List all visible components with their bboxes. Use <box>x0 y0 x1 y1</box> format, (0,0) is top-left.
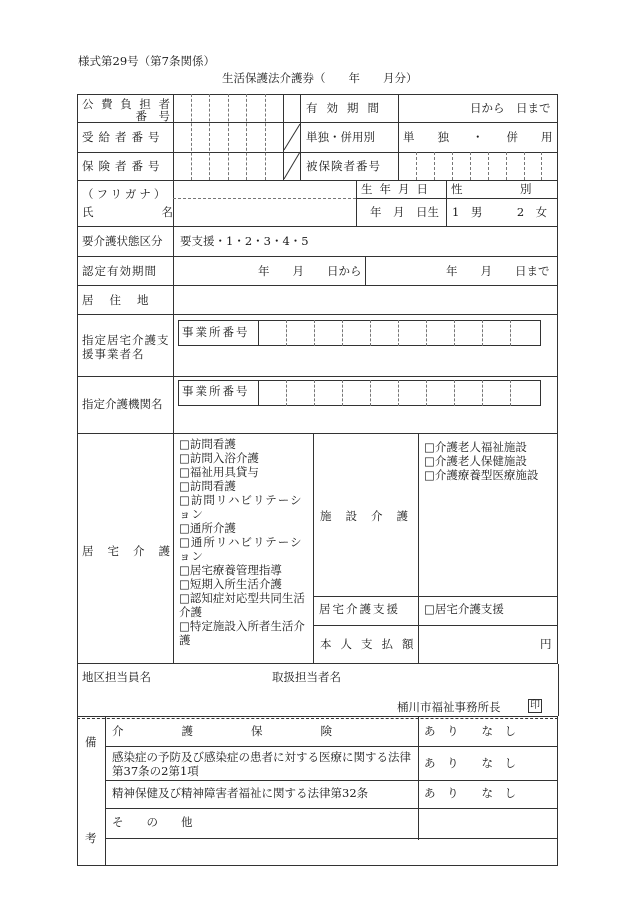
handler-label: 取扱担当者名 <box>272 670 341 684</box>
single-combined-label: 単独・併用別 <box>306 130 375 144</box>
remark-care-insurance: 介護保険 <box>112 724 390 738</box>
care-level-value: 要支援・1・2・3・4・5 <box>180 234 309 248</box>
list-item[interactable]: □通所リハビリテーション <box>179 535 303 563</box>
home-care-label: 居宅介護 <box>82 544 184 558</box>
list-item[interactable]: □介護老人福祉施設 <box>424 440 527 454</box>
designated-home-care-label: 指定居宅介護支援事業者名 <box>82 333 170 361</box>
district-officer-label: 地区担当員名 <box>82 670 151 684</box>
slash-marks <box>283 122 301 180</box>
home-services-list <box>179 437 312 647</box>
list-item[interactable]: □訪問看護 <box>179 437 236 451</box>
list-item[interactable]: □訪問リハビリテーション <box>179 493 303 521</box>
designated-facility-label: 指定介護機関名 <box>82 397 163 411</box>
care-level-label: 要介護状態区分 <box>82 234 163 248</box>
facility-care-label: 施設介護 <box>320 509 422 523</box>
list-item[interactable]: □福祉用具貸与 <box>179 465 259 479</box>
cert-from: 年 月 日から <box>258 264 362 278</box>
validity-value: 日から 日まで <box>470 101 551 115</box>
seal-stamp: 印 <box>530 700 540 711</box>
validity-label: 有効期間 <box>306 101 388 115</box>
office-no-label-2: 事業所番号 <box>182 384 250 398</box>
list-item[interactable]: □訪問看護 <box>179 479 236 493</box>
sex-label: 性 別 <box>451 182 532 196</box>
self-pay-unit: 円 <box>540 637 552 651</box>
sex-value: 1 男 2 女 <box>452 205 548 219</box>
page-title: 生活保護法介護券（ 年 月分） <box>222 71 418 85</box>
dob-label: 生年月日 <box>361 182 435 196</box>
cert-period-label: 認定有効期間 <box>82 264 157 278</box>
remarks-label-2: 考 <box>85 831 97 845</box>
remark-infectious-disease-value: あ り な し <box>424 756 516 770</box>
remarks-label-1: 備 <box>85 735 97 749</box>
dob-value: 年 月 日生 <box>370 205 439 219</box>
single-combined-value: 単 独 ・ 併 用 <box>403 130 553 144</box>
payer-no-label: 公費負担者 番 号 <box>82 97 170 123</box>
furigana-label: （フリガナ） <box>82 187 169 201</box>
insured-no-label: 被保険者番号 <box>306 159 381 173</box>
remark-mental-health: 精神保健及び精神障害者福祉に関する法律第32条 <box>112 786 369 800</box>
remark-infectious-disease: 感染症の予防及び感染症の患者に対する医療に関する法律第37条の2第1項 <box>112 750 411 778</box>
facility-services-list <box>424 440 556 482</box>
list-item[interactable]: □介護老人保健施設 <box>424 454 527 468</box>
list-item[interactable]: □介護療養型医療施設 <box>424 468 539 482</box>
address-label: 居住地 <box>82 293 165 307</box>
remark-other: そ の 他 <box>112 815 193 829</box>
list-item[interactable]: □居宅療養管理指導 <box>179 563 282 577</box>
insurer-no-label: 保険者番号 <box>82 159 165 173</box>
list-item[interactable]: □認知症対応型共同生活介護 <box>179 591 305 619</box>
home-care-support-value[interactable]: □居宅介護支援 <box>424 602 504 616</box>
list-item[interactable]: □訪問入浴介護 <box>179 451 259 465</box>
office-head-label: 桶川市福祉事務所長 <box>397 700 501 714</box>
list-item[interactable]: □特定施設入所者生活介護 <box>179 619 305 647</box>
list-item[interactable]: □短期入所生活介護 <box>179 577 282 591</box>
home-care-support-label: 居宅介護支援 <box>319 602 400 616</box>
form-number: 様式第29号（第7条関係） <box>78 54 215 68</box>
remark-mental-health-value: あ り な し <box>424 786 516 800</box>
cert-to: 年 月 日まで <box>446 264 550 278</box>
list-item[interactable]: □通所介護 <box>179 521 236 535</box>
name-label: 氏名 <box>82 205 241 219</box>
self-pay-label: 本人支払額 <box>320 637 423 651</box>
recipient-no-label: 受給者番号 <box>82 130 165 144</box>
office-no-label-1: 事業所番号 <box>182 325 250 339</box>
remark-care-insurance-value: あ り な し <box>424 724 516 738</box>
